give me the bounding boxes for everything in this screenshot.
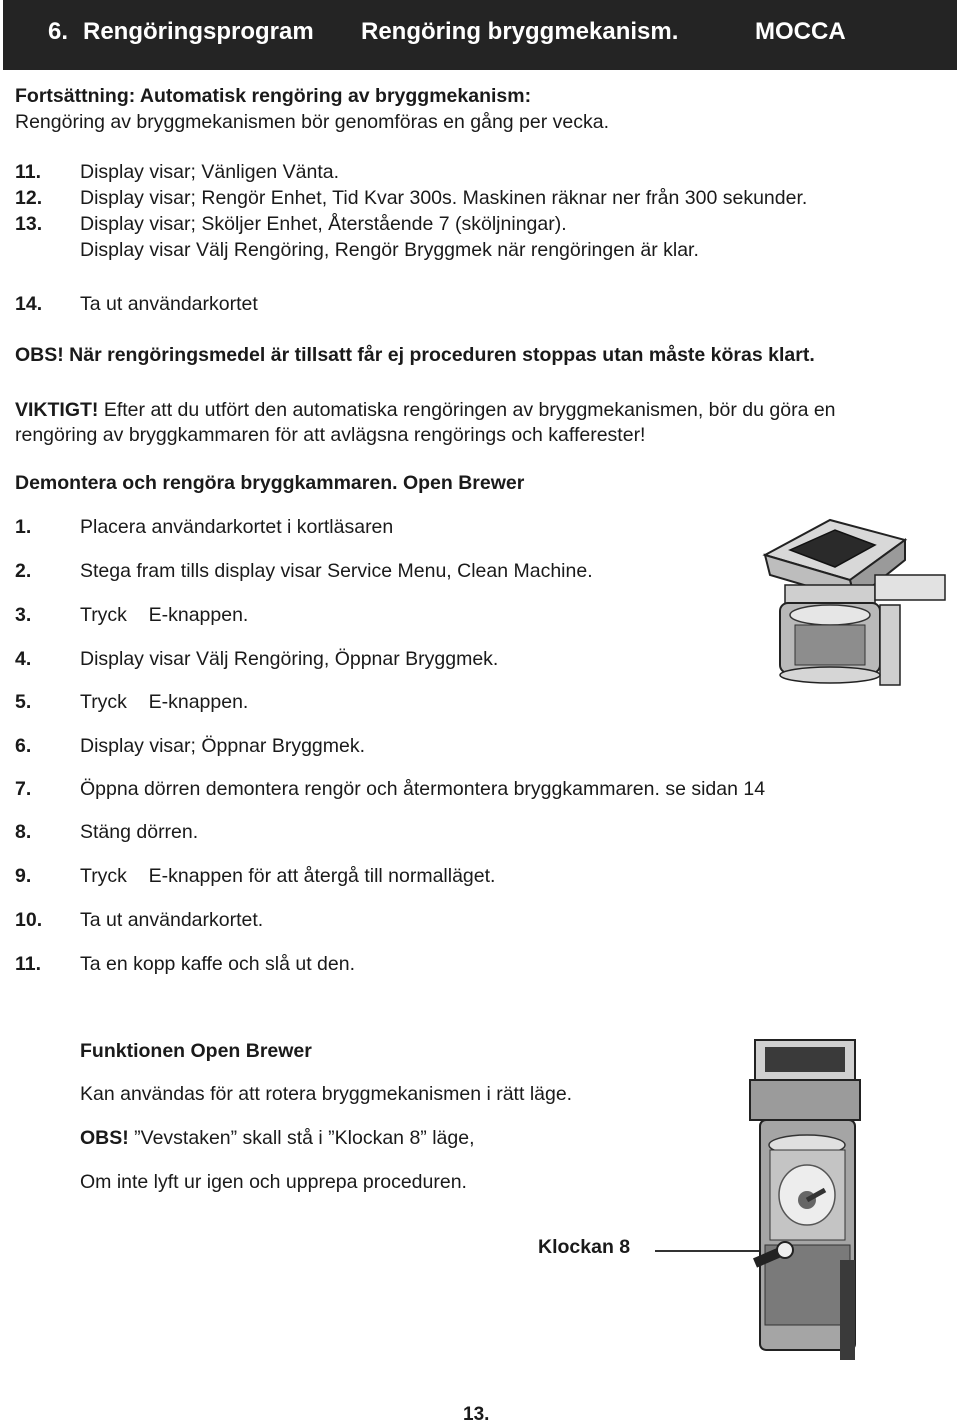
obs-text: ”Vevstaken” skall stå i ”Klockan 8” läge, xyxy=(128,1127,475,1149)
obs-label: OBS! xyxy=(15,344,64,366)
step-number: 14. xyxy=(15,293,43,315)
step-text: Ta en kopp kaffe och slå ut den. xyxy=(80,953,355,975)
step-number: 8. xyxy=(15,821,32,843)
step-number: 13. xyxy=(15,213,43,235)
step-text: Ta ut användarkortet. xyxy=(80,909,264,931)
brewer-illustration xyxy=(755,515,955,690)
step-number: 11. xyxy=(15,161,42,183)
page-number: 13. xyxy=(463,1404,490,1425)
step-text: Display visar; Sköljer Enhet, Återstående 7 (sköljningar). xyxy=(80,213,567,235)
step-text: Tryck E-knappen. xyxy=(80,691,249,713)
step-text: Display visar; Öppnar Bryggmek. xyxy=(80,735,366,757)
obs-label: OBS! xyxy=(80,1127,129,1149)
step-text: Stega fram tills display visar Service Menu, Clean Machine. xyxy=(80,560,593,582)
step-text: Placera användarkortet i kortläsaren xyxy=(80,516,394,538)
step-text: Tryck E-knappen för att återgå till normalläget. xyxy=(80,865,496,887)
step-text: Tryck E-knappen. xyxy=(80,604,249,626)
obs-text: När rengöringsmedel är tillsatt får ej proceduren stoppas utan måste köras klart. xyxy=(69,344,815,366)
viktigt-text: Efter att du utfört den automatiska rengöringen av bryggmekanismen, bör du göra en xyxy=(103,399,836,421)
funktion-note: Om inte lyft ur igen och upprepa proceduren. xyxy=(80,1171,467,1193)
funktion-text: Kan användas för att rotera bryggmekanismen i rätt läge. xyxy=(80,1083,573,1105)
step-number: 1. xyxy=(15,516,32,538)
step-text: Display visar Välj Rengöring, Öppnar Bryggmek. xyxy=(80,648,499,670)
intro-text: Rengöring av bryggmekanismen bör genomföras en gång per vecka. xyxy=(15,111,610,133)
funktion-heading: Funktionen Open Brewer xyxy=(80,1040,312,1062)
viktigt-line-1 xyxy=(15,398,836,422)
obs-note xyxy=(15,343,815,367)
step-number: 3. xyxy=(15,604,32,626)
step-number: 9. xyxy=(15,865,32,887)
brand-label: MOCCA xyxy=(755,18,846,45)
step-number: 5. xyxy=(15,691,32,713)
section-subtitle: Rengöring bryggmekanism. xyxy=(361,18,679,45)
step-number: 12. xyxy=(15,187,43,209)
step-text: Öppna dörren demontera rengör och återmontera bryggkammaren. se sidan 14 xyxy=(80,778,766,800)
brewer-chamber-illustration xyxy=(745,1035,865,1370)
section-number: 6. xyxy=(48,18,69,45)
step-text: Display visar; Rengör Enhet, Tid Kvar 300s. Maskinen räknar ner från 300 sekunder. xyxy=(80,187,808,209)
step-number: 10. xyxy=(15,909,43,931)
step-number: 6. xyxy=(15,735,32,757)
viktigt-line-2: rengöring av bryggkammaren för att avlägsna rengörings och kafferester! xyxy=(15,424,646,446)
page-header xyxy=(3,0,957,70)
step-number: 11. xyxy=(15,953,42,975)
callout-label: Klockan 8 xyxy=(538,1236,631,1258)
step-number: 2. xyxy=(15,560,32,582)
step-text: Ta ut användarkortet xyxy=(80,293,258,315)
step-text: Stäng dörren. xyxy=(80,821,199,843)
intro-heading: Fortsättning: Automatisk rengöring av bryggmekanism: xyxy=(15,85,532,107)
step-text-continued: Display visar Välj Rengöring, Rengör Bryggmek när rengöringen är klar. xyxy=(80,239,699,261)
viktigt-label: VIKTIGT! xyxy=(15,399,99,421)
step-number: 4. xyxy=(15,648,32,670)
funktion-obs xyxy=(80,1126,475,1150)
step-text: Display visar; Vänligen Vänta. xyxy=(80,161,340,183)
demontera-heading: Demontera och rengöra bryggkammaren. Open Brewer xyxy=(15,472,525,494)
step-number: 7. xyxy=(15,778,32,800)
section-title: Rengöringsprogram xyxy=(83,18,314,45)
